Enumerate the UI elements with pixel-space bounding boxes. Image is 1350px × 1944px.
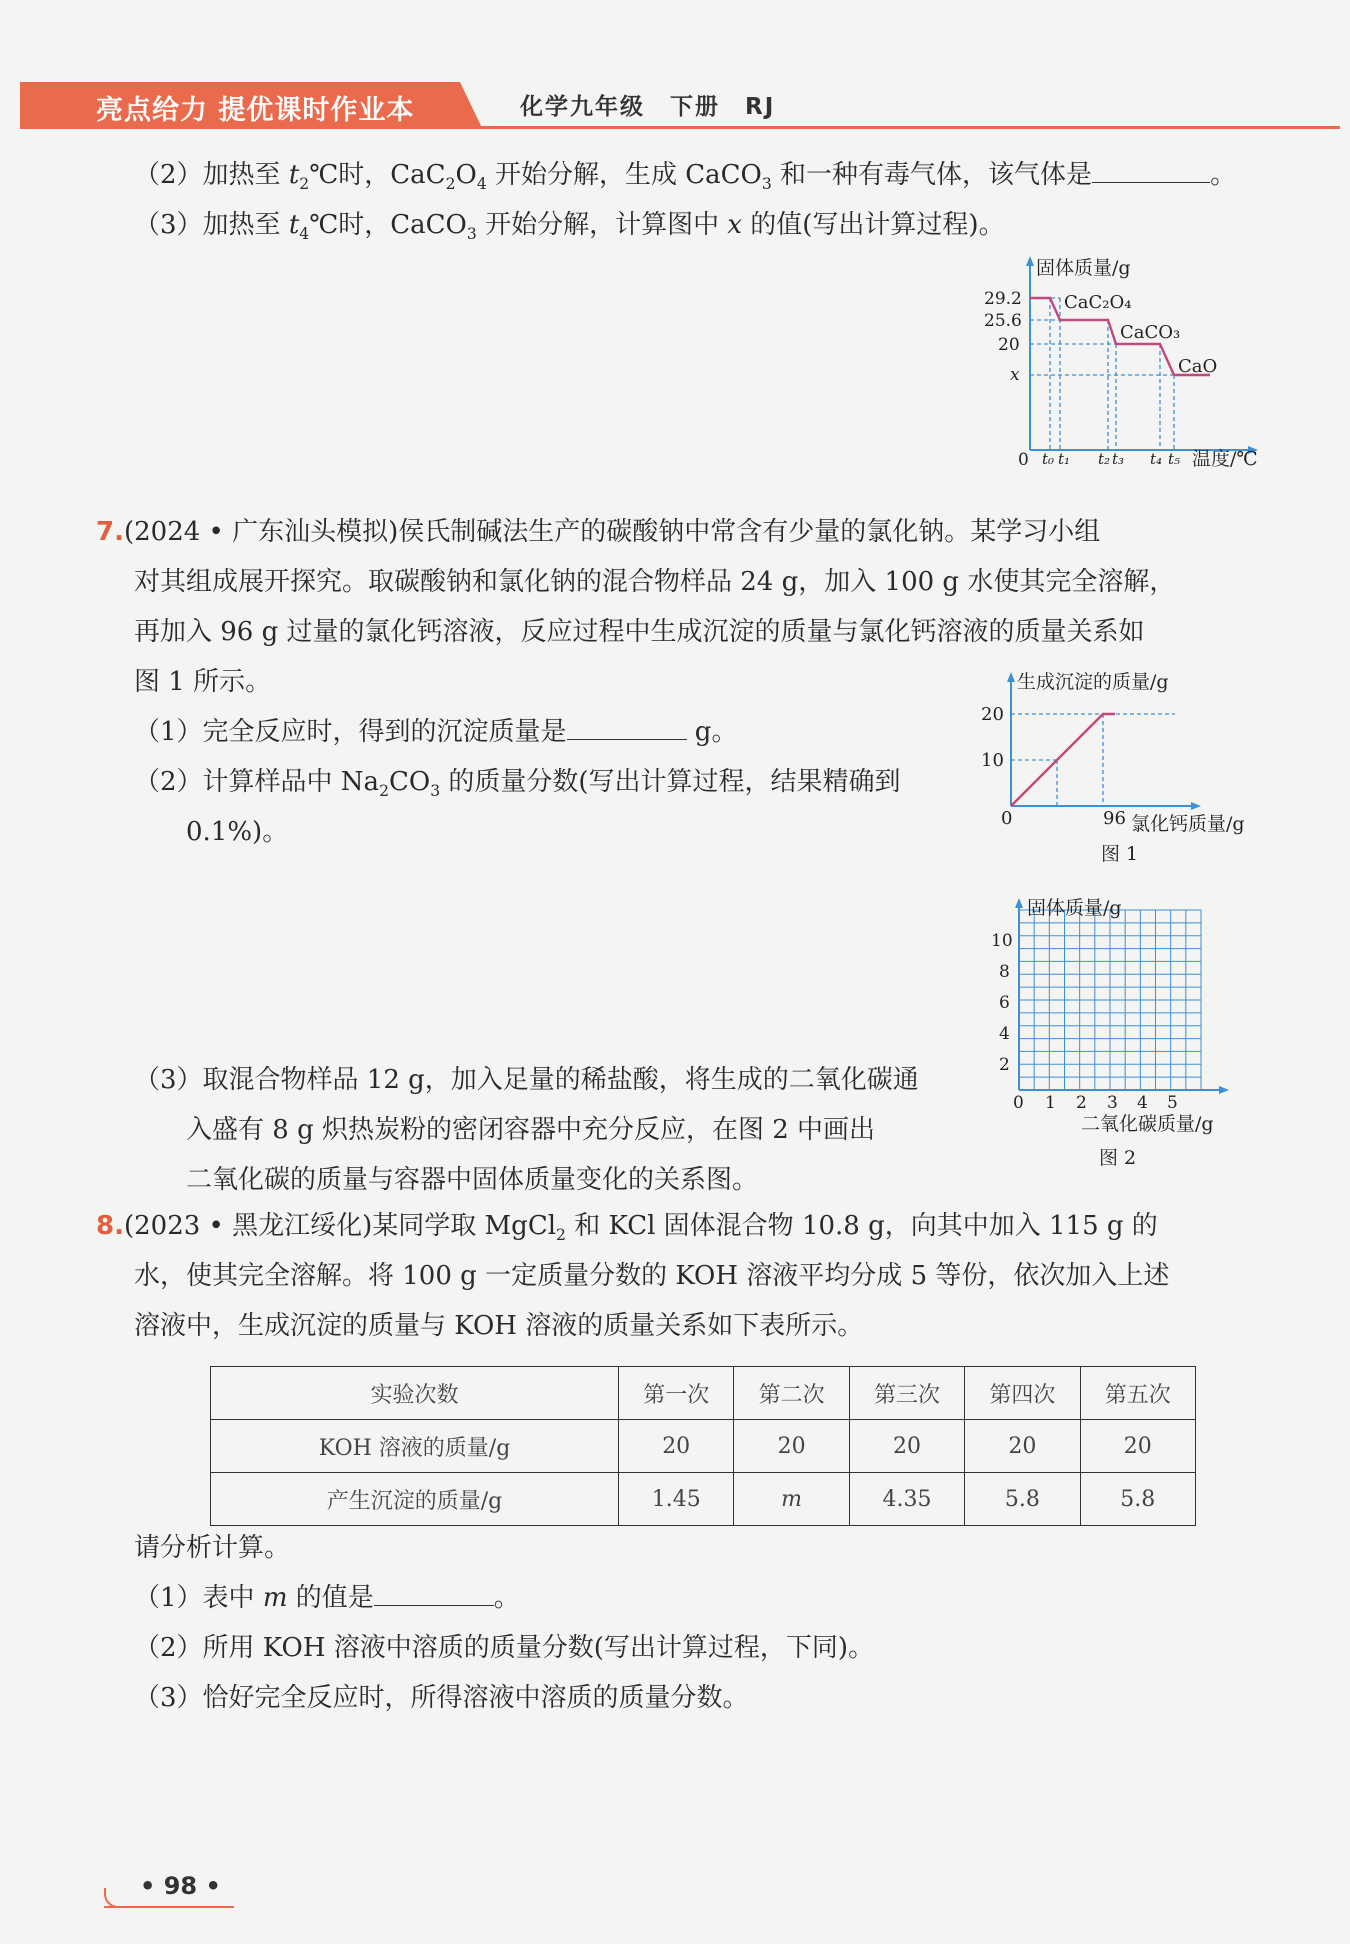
question-number: 7. — [96, 517, 124, 547]
table-cell: 4.35 — [849, 1473, 964, 1526]
table-cell: 5.8 — [1080, 1473, 1195, 1526]
figure-2-grid — [985, 890, 1285, 1180]
q6-decomposition-chart — [970, 250, 1280, 470]
grid-lines — [1019, 910, 1201, 1090]
q8-line-2: 水，使其完全溶解。将 100 g 一定质量分数的 KOH 溶液平均分成 5 等份，依次加入上述 — [134, 1261, 1170, 1291]
figure-caption: 图 2 — [1099, 1147, 1137, 1169]
x-tick-label: 3 — [1107, 1093, 1118, 1113]
y-tick-label: 4 — [999, 1024, 1010, 1044]
q7-line-4: 图 1 所示。 — [134, 667, 272, 697]
y-tick-label: 2 — [999, 1055, 1010, 1075]
x-tick-label: t₄ — [1150, 450, 1163, 468]
y-tick-label: 10 — [981, 750, 1004, 771]
q8-part3: （3）恰好完全反应时，所得溶液中溶质的质量分数。 — [134, 1683, 749, 1713]
x-axis-label: 温度/℃ — [1192, 448, 1258, 470]
guide-lines — [1011, 714, 1175, 806]
table-row — [211, 1473, 1196, 1526]
q6-part2: （2）加热至 $t_2℃$时，$CaC_2O_4$ 开始分解，生成 CaCO$_3$ 和一种有毒气体，该气体是 。 — [134, 160, 1237, 194]
x-axis-label: 氯化钙质量/g — [1131, 813, 1245, 835]
footer-rule — [104, 1906, 234, 1908]
x-tick-label: t₃ — [1112, 450, 1125, 468]
figure-1-chart — [975, 660, 1275, 880]
origin-label: 0 — [1018, 450, 1029, 470]
table-cell: 20 — [619, 1420, 734, 1473]
q8-line-3: 溶液中，生成沉淀的质量与 KOH 溶液的质量关系如下表所示。 — [134, 1311, 864, 1341]
table-cell: 5.8 — [965, 1473, 1080, 1526]
q8-part1: （1）表中 m 的值是 。 — [134, 1583, 520, 1613]
q7-part2: （2）计算样品中 $Na_2CO_3$ 的质量分数(写出计算过程，结果精确到 — [134, 767, 901, 801]
q7-line-1: 7.(2024 • 广东汕头模拟)侯氏制碱法生产的碳酸钠中常含有少量的氯化钠。某学习小组 — [96, 517, 1101, 547]
experiment-table — [210, 1366, 1196, 1526]
y-axis-label: 生成沉淀的质量/g — [1017, 671, 1169, 693]
y-tick-label: 6 — [999, 993, 1010, 1013]
table-cell: KOH 溶液的质量/g — [211, 1420, 619, 1473]
q8-part2: （2）所用 KOH 溶液中溶质的质量分数(写出计算过程，下同)。 — [134, 1633, 875, 1663]
x-tick-label: t₁ — [1058, 450, 1071, 468]
y-tick-label: 20 — [981, 704, 1004, 725]
q7-part3-line3: 二氧化碳的质量与容器中固体质量变化的关系图。 — [186, 1165, 759, 1195]
x-tick-label: t₅ — [1168, 450, 1181, 468]
figure-caption: 图 1 — [1101, 843, 1139, 865]
curve-label-caco3: CaCO₃ — [1120, 322, 1181, 343]
answer-blank[interactable] — [567, 715, 687, 740]
x-tick-label: 96 — [1103, 808, 1126, 829]
y-tick-label: 20 — [998, 335, 1020, 355]
y-tick-label: 25.6 — [984, 311, 1022, 331]
q7-line-2: 对其组成展开探究。取碳酸钠和氯化钠的混合物样品 24 g，加入 100 g 水使其完全溶解， — [134, 567, 1176, 597]
q7-part2-cont: 0.1%)。 — [186, 817, 289, 847]
table-cell: 1.45 — [619, 1473, 734, 1526]
q7-part1: （1）完全反应时，得到的沉淀质量是 g。 — [134, 717, 738, 747]
curve-label-cao: CaO — [1178, 356, 1218, 377]
y-axis-arrow — [1015, 898, 1023, 908]
table-header-cell: 第三次 — [849, 1367, 964, 1420]
q7-line-3: 再加入 96 g 过量的氯化钙溶液，反应过程中生成沉淀的质量与氯化钙溶液的质量关系如 — [134, 617, 1145, 647]
table-cell: 20 — [1080, 1420, 1195, 1473]
x-axis-label: 二氧化碳质量/g — [1081, 1113, 1214, 1135]
x-tick-label: 5 — [1167, 1093, 1178, 1113]
question-number: 8. — [96, 1211, 124, 1241]
y-tick-label: 29.2 — [984, 289, 1022, 309]
y-axis-arrow — [1007, 672, 1015, 682]
q6-part3: （3）加热至 $t_4℃$时，CaCO$_3$ 开始分解，计算图中 x 的值(写出计算过程)。 — [134, 210, 1005, 244]
y-tick-label: x — [1010, 365, 1020, 385]
series-title: 亮点给力 提优课时作业本 — [96, 95, 415, 126]
table-header-cell: 第二次 — [734, 1367, 849, 1420]
answer-blank[interactable] — [374, 1581, 494, 1606]
page-number: • 98 • — [140, 1872, 221, 1900]
q8-instruction: 请分析计算。 — [134, 1533, 291, 1563]
q8-line-1: 8.(2023 • 黑龙江绥化)某同学取 MgCl$_2$ 和 KCl 固体混合物 10.8 g，向其中加入 115 g 的 — [96, 1211, 1158, 1245]
y-axis-label: 固体质量/g — [1036, 257, 1131, 279]
table-row — [211, 1420, 1196, 1473]
subject-label: 化学九年级 下册 RJ — [520, 94, 776, 120]
origin-label: 0 — [1001, 808, 1013, 829]
y-axis-arrow — [1026, 256, 1034, 266]
x-tick-label: 2 — [1076, 1093, 1087, 1113]
x-tick-label: 1 — [1045, 1093, 1056, 1113]
table-cell: m — [734, 1473, 849, 1526]
footer-decoration — [104, 1888, 136, 1908]
table-header-row — [211, 1367, 1196, 1420]
table-header-cell: 第四次 — [965, 1367, 1080, 1420]
table-header-cell: 第一次 — [619, 1367, 734, 1420]
table-cell: 20 — [965, 1420, 1080, 1473]
header-rule — [20, 126, 1340, 129]
x-tick-label: t₂ — [1098, 450, 1111, 468]
q7-part3-line1: （3）取混合物样品 12 g，加入足量的稀盐酸，将生成的二氧化碳通 — [134, 1065, 919, 1095]
x-tick-label: 4 — [1137, 1093, 1148, 1113]
curve-label-cac2o4: CaC₂O₄ — [1064, 292, 1132, 313]
answer-blank[interactable] — [1092, 158, 1210, 183]
y-axis-label: 固体质量/g — [1027, 897, 1122, 919]
table-header-cell: 实验次数 — [211, 1367, 619, 1420]
table-cell: 产生沉淀的质量/g — [211, 1473, 619, 1526]
x-axis-arrow — [1191, 802, 1201, 810]
x-axis-arrow — [1219, 1086, 1229, 1094]
x-tick-label: t₀ — [1042, 450, 1055, 468]
origin-label: 0 — [1013, 1093, 1024, 1113]
y-tick-label: 8 — [999, 962, 1010, 982]
y-tick-label: 10 — [991, 931, 1013, 951]
table-header-cell: 第五次 — [1080, 1367, 1195, 1420]
table-cell: 20 — [734, 1420, 849, 1473]
table-cell: 20 — [849, 1420, 964, 1473]
q7-part3-line2: 入盛有 8 g 炽热炭粉的密闭容器中充分反应，在图 2 中画出 — [186, 1115, 876, 1145]
